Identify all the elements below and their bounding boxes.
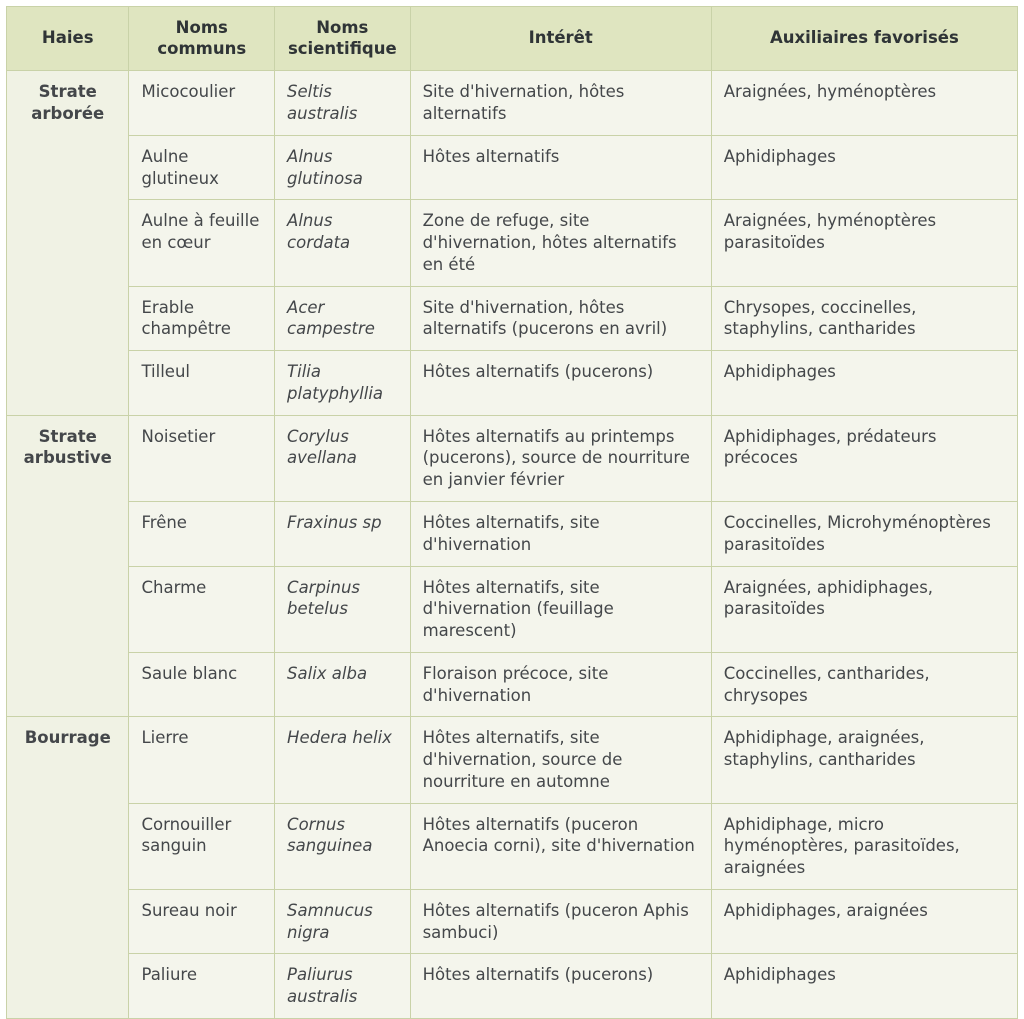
scientific-name: Tilia platyphyllia bbox=[275, 351, 411, 416]
interest: Hôtes alternatifs (puceron Anoecia corni), site d'hivernation bbox=[410, 803, 711, 889]
auxiliaries: Araignées, hyménoptères parasitoïdes bbox=[711, 200, 1017, 286]
table-row bbox=[7, 286, 1018, 351]
table-row bbox=[7, 200, 1018, 286]
auxiliaries: Coccinelles, cantharides, chrysopes bbox=[711, 652, 1017, 717]
interest: Site d'hivernation, hôtes alternatifs (pucerons en avril) bbox=[410, 286, 711, 351]
table-body bbox=[7, 71, 1018, 1019]
column-header-haies: Haies bbox=[7, 7, 129, 71]
scientific-name: Alnus glutinosa bbox=[275, 135, 411, 200]
table-row bbox=[7, 351, 1018, 416]
interest: Site d'hivernation, hôtes alternatifs bbox=[410, 71, 711, 136]
common-name: Micocoulier bbox=[129, 71, 275, 136]
table-row bbox=[7, 501, 1018, 566]
table-row bbox=[7, 889, 1018, 954]
table-row bbox=[7, 717, 1018, 803]
column-header-auxiliaires-favorises: Auxiliaires favorisés bbox=[711, 7, 1017, 71]
interest: Hôtes alternatifs (pucerons) bbox=[410, 954, 711, 1019]
scientific-name: Paliurus australis bbox=[275, 954, 411, 1019]
common-name: Charme bbox=[129, 566, 275, 652]
scientific-name: Samnucus nigra bbox=[275, 889, 411, 954]
auxiliaries: Aphidiphage, araignées, staphylins, cantharides bbox=[711, 717, 1017, 803]
hedge-species-table bbox=[6, 6, 1018, 1019]
auxiliaries: Aphidiphage, micro hyménoptères, parasitoïdes, araignées bbox=[711, 803, 1017, 889]
scientific-name: Carpinus betelus bbox=[275, 566, 411, 652]
common-name: Paliure bbox=[129, 954, 275, 1019]
interest: Hôtes alternatifs (pucerons) bbox=[410, 351, 711, 416]
column-header-noms-communs: Noms communs bbox=[129, 7, 275, 71]
table-row bbox=[7, 566, 1018, 652]
auxiliaries: Coccinelles, Microhyménoptères parasitoïdes bbox=[711, 501, 1017, 566]
strata-label-arboree: Strate arborée bbox=[7, 71, 129, 415]
interest: Hôtes alternatifs, site d'hivernation (feuillage marescent) bbox=[410, 566, 711, 652]
interest: Floraison précoce, site d'hivernation bbox=[410, 652, 711, 717]
table-row bbox=[7, 135, 1018, 200]
interest: Zone de refuge, site d'hivernation, hôtes alternatifs en été bbox=[410, 200, 711, 286]
common-name: Aulne à feuille en cœur bbox=[129, 200, 275, 286]
auxiliaries: Araignées, hyménoptères bbox=[711, 71, 1017, 136]
interest: Hôtes alternatifs bbox=[410, 135, 711, 200]
scientific-name: Acer campestre bbox=[275, 286, 411, 351]
scientific-name: Hedera helix bbox=[275, 717, 411, 803]
column-header-noms-scientifique: Noms scientifique bbox=[275, 7, 411, 71]
common-name: Erable champêtre bbox=[129, 286, 275, 351]
scientific-name: Salix alba bbox=[275, 652, 411, 717]
table-row bbox=[7, 954, 1018, 1019]
auxiliaries: Chrysopes, coccinelles, staphylins, cantharides bbox=[711, 286, 1017, 351]
scientific-name: Fraxinus sp bbox=[275, 501, 411, 566]
interest: Hôtes alternatifs, site d'hivernation, source de nourriture en automne bbox=[410, 717, 711, 803]
common-name: Aulne glutineux bbox=[129, 135, 275, 200]
auxiliaries: Aphidiphages bbox=[711, 954, 1017, 1019]
strata-label-bourrage: Bourrage bbox=[7, 717, 129, 1019]
table-row bbox=[7, 71, 1018, 136]
auxiliaries: Aphidiphages, prédateurs précoces bbox=[711, 415, 1017, 501]
common-name: Noisetier bbox=[129, 415, 275, 501]
interest: Hôtes alternatifs au printemps (pucerons), source de nourriture en janvier février bbox=[410, 415, 711, 501]
interest: Hôtes alternatifs (puceron Aphis sambuci) bbox=[410, 889, 711, 954]
auxiliaries: Aphidiphages, araignées bbox=[711, 889, 1017, 954]
auxiliaries: Aphidiphages bbox=[711, 135, 1017, 200]
column-header-interet: Intérêt bbox=[410, 7, 711, 71]
interest: Hôtes alternatifs, site d'hivernation bbox=[410, 501, 711, 566]
scientific-name: Cornus sanguinea bbox=[275, 803, 411, 889]
common-name: Lierre bbox=[129, 717, 275, 803]
scientific-name: Seltis australis bbox=[275, 71, 411, 136]
table-header-row bbox=[7, 7, 1018, 71]
table-row bbox=[7, 803, 1018, 889]
common-name: Saule blanc bbox=[129, 652, 275, 717]
common-name: Frêne bbox=[129, 501, 275, 566]
strata-label-arbustive: Strate arbustive bbox=[7, 415, 129, 717]
table-row bbox=[7, 652, 1018, 717]
scientific-name: Alnus cordata bbox=[275, 200, 411, 286]
common-name: Cornouiller sanguin bbox=[129, 803, 275, 889]
auxiliaries: Araignées, aphidiphages, parasitoïdes bbox=[711, 566, 1017, 652]
table-row bbox=[7, 415, 1018, 501]
common-name: Sureau noir bbox=[129, 889, 275, 954]
scientific-name: Corylus avellana bbox=[275, 415, 411, 501]
table-header bbox=[7, 7, 1018, 71]
common-name: Tilleul bbox=[129, 351, 275, 416]
auxiliaries: Aphidiphages bbox=[711, 351, 1017, 416]
